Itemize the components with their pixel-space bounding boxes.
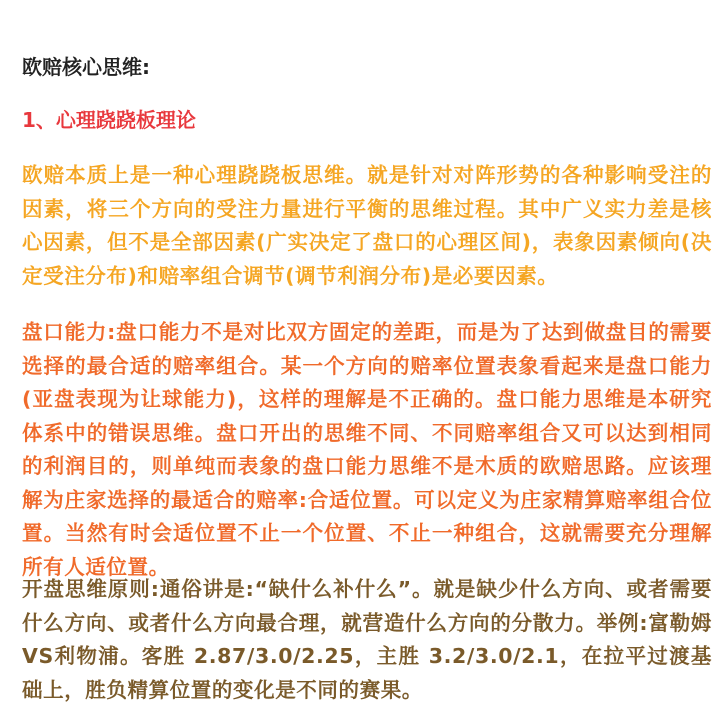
paragraph-opening-principle: 开盘思维原则:通俗讲是:“缺什么补什么”。就是缺少什么方向、或者需要什么方向、或者什么方向最合理，就营造什么方向的分散力。举例:富勒姆 VS利物浦。客胜 2.87/3.0/2.25，主胜 3.2/3.0/2.1，在拉平过渡基础上，胜负精算位置的变化是不同的赛果。 xyxy=(22,577,712,702)
section-title: 1、心理跷跷板理论 xyxy=(22,108,196,132)
paragraph-seesaw-theory: 欧赔本质上是一种心理跷跷板思维。就是针对对阵形势的各种影响受注的因素，将三个方向的受注力量进行平衡的思维过程。其中广义实力差是核心因素，但不是全部因素(广实决定了盘口的心理区间)，表象因素倾向(决定受注分布)和赔率组合调节(调节利润分布)是必要因素。 xyxy=(22,163,712,288)
paragraph-handicap-ability: 盘口能力:盘口能力不是对比双方固定的差距，而是为了达到做盘目的需要选择的最合适的赔率组合。某一个方向的赔率位置表象看起来是盘口能力(亚盘表现为让球能力)，这样的理解是不正确的。盘口能力思维是本研究体系中的错误思维。盘口开出的思维不同、不同赔率组合又可以达到相同的利润目的，则单纯而表象的盘口能力思维不是木质的欧赔思路。应该理解为庄家选择的最适合的赔率:合适位置。可以定义为庄家精算赔率组合位置。当然有时会适位置不止一个位置、不止一种组合，这就需要充分理解所有人适位置。 xyxy=(22,320,712,579)
article-heading: 欧赔核心思维: xyxy=(22,55,150,79)
